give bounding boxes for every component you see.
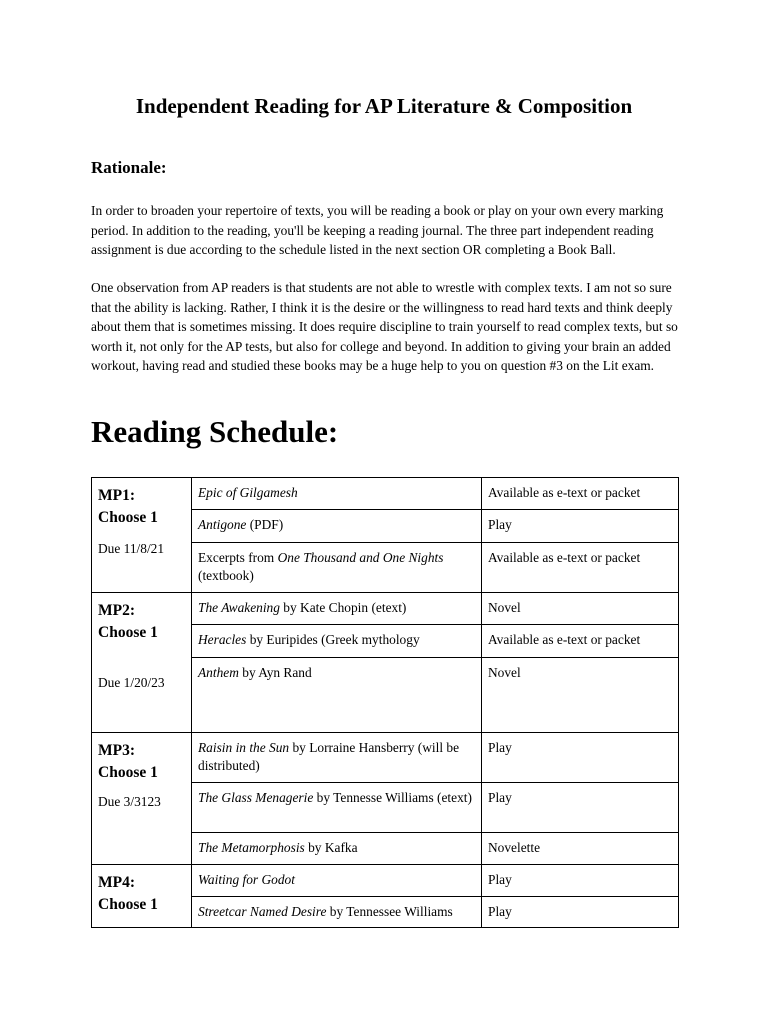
book-type-cell: Play	[488, 872, 512, 887]
book-type-cell: Play	[488, 904, 512, 919]
book-type-cell: Play	[488, 790, 512, 805]
marking-period-label: MP2:	[98, 602, 136, 619]
schedule-heading: Reading Schedule:	[91, 414, 339, 449]
due-date: Due 1/20/23	[98, 675, 165, 690]
book-title-cell: Streetcar Named Desire by Tennessee Williams	[192, 897, 482, 927]
rationale-heading: Rationale:	[91, 158, 167, 177]
reading-schedule-table	[91, 477, 679, 928]
marking-period-cell	[92, 865, 192, 927]
marking-period-cell	[92, 593, 192, 732]
book-title: Anthem	[198, 665, 239, 680]
book-title-cell	[192, 478, 482, 509]
book-title-cell: The Glass Menagerie by Tennesse Williams (etext)	[192, 783, 482, 832]
table-row	[192, 657, 678, 732]
choose-label: Choose 1	[98, 509, 158, 526]
table-row	[192, 782, 678, 832]
book-title-cell: Raisin in the Sun by Lorraine Hansberry (will be distributed)	[192, 733, 482, 782]
book-title-cell: Excerpts from One Thousand and One Nights (textbook)	[192, 543, 482, 592]
choose-label: Choose 1	[98, 896, 158, 913]
marking-period-block	[92, 592, 678, 732]
table-row	[192, 624, 678, 657]
table-row	[192, 865, 678, 896]
marking-period-label: MP1:	[98, 487, 136, 504]
book-type-cell: Available as e-text or packet	[488, 632, 641, 647]
book-title: The Metamorphosis	[198, 840, 305, 855]
due-date: Due 11/8/21	[98, 541, 165, 556]
book-title: Streetcar Named Desire	[198, 904, 327, 919]
table-row	[192, 832, 678, 864]
book-title-cell: Anthem by Ayn Rand	[192, 658, 482, 732]
book-title-cell: The Metamorphosis by Kafka	[192, 833, 482, 864]
book-title: The Glass Menagerie	[198, 790, 314, 805]
marking-period-label: MP3:	[98, 742, 136, 759]
choose-label: Choose 1	[98, 624, 158, 641]
page-title: Independent Reading for AP Literature & Composition	[135, 94, 633, 118]
rationale-paragraph: In order to broaden your repertoire of texts, you will be reading a book or play on your own every marking period. In addition to the reading, you'll be keeping a reading journal. The three part independent reading assignment is due according to the schedule listed in the next section OR completing a Book Ball.	[91, 203, 664, 257]
book-title: One Thousand and One Nights	[277, 550, 444, 565]
table-row	[192, 478, 678, 509]
table-row	[192, 896, 678, 927]
book-title-cell: The Awakening by Kate Chopin (etext)	[192, 593, 482, 624]
table-row	[192, 509, 678, 542]
book-type-cell: Novel	[488, 665, 521, 680]
due-date: Due 3/3123	[98, 794, 161, 809]
marking-period-block	[92, 864, 678, 927]
book-title-cell	[192, 865, 482, 896]
marking-period-block	[92, 732, 678, 864]
marking-period-block	[92, 478, 678, 592]
choose-label: Choose 1	[98, 764, 158, 781]
rationale-paragraph: One observation from AP readers is that students are not able to wrestle with complex texts. I am not so sure that the ability is lacking. Rather, I think it is the desire or the willingness to read hard texts and think deeply about them that is sometimes missing. It does require discipline to train yourself to read complex texts, but so worth it, not only for the AP tests, but also for college and beyond. In addition to giving your brain an added workout, having read and studied these books may be a huge help to you on question #3 on the Lit exam.	[91, 280, 678, 373]
book-title-cell: Antigone (PDF)	[192, 510, 482, 542]
book-title: Waiting for Godot	[198, 872, 295, 887]
book-title: Heracles	[198, 632, 247, 647]
table-row	[192, 733, 678, 782]
book-title: The Awakening	[198, 600, 280, 615]
book-type-cell: Play	[488, 740, 512, 755]
table-row	[192, 593, 678, 624]
book-title-cell: Heracles by Euripides (Greek mythology	[192, 625, 482, 657]
book-type-cell: Novelette	[488, 840, 541, 855]
marking-period-cell	[92, 478, 192, 592]
marking-period-cell	[92, 733, 192, 864]
book-title: Epic of Gilgamesh	[198, 485, 298, 500]
book-title: Raisin in the Sun	[198, 740, 290, 755]
book-type-cell: Available as e-text or packet	[488, 550, 641, 565]
table-row	[192, 542, 678, 592]
book-type-cell: Available as e-text or packet	[488, 485, 641, 500]
book-type-cell: Play	[488, 517, 512, 532]
marking-period-label: MP4:	[98, 874, 136, 891]
book-type-cell: Novel	[488, 600, 521, 615]
book-title: Antigone	[198, 517, 247, 532]
